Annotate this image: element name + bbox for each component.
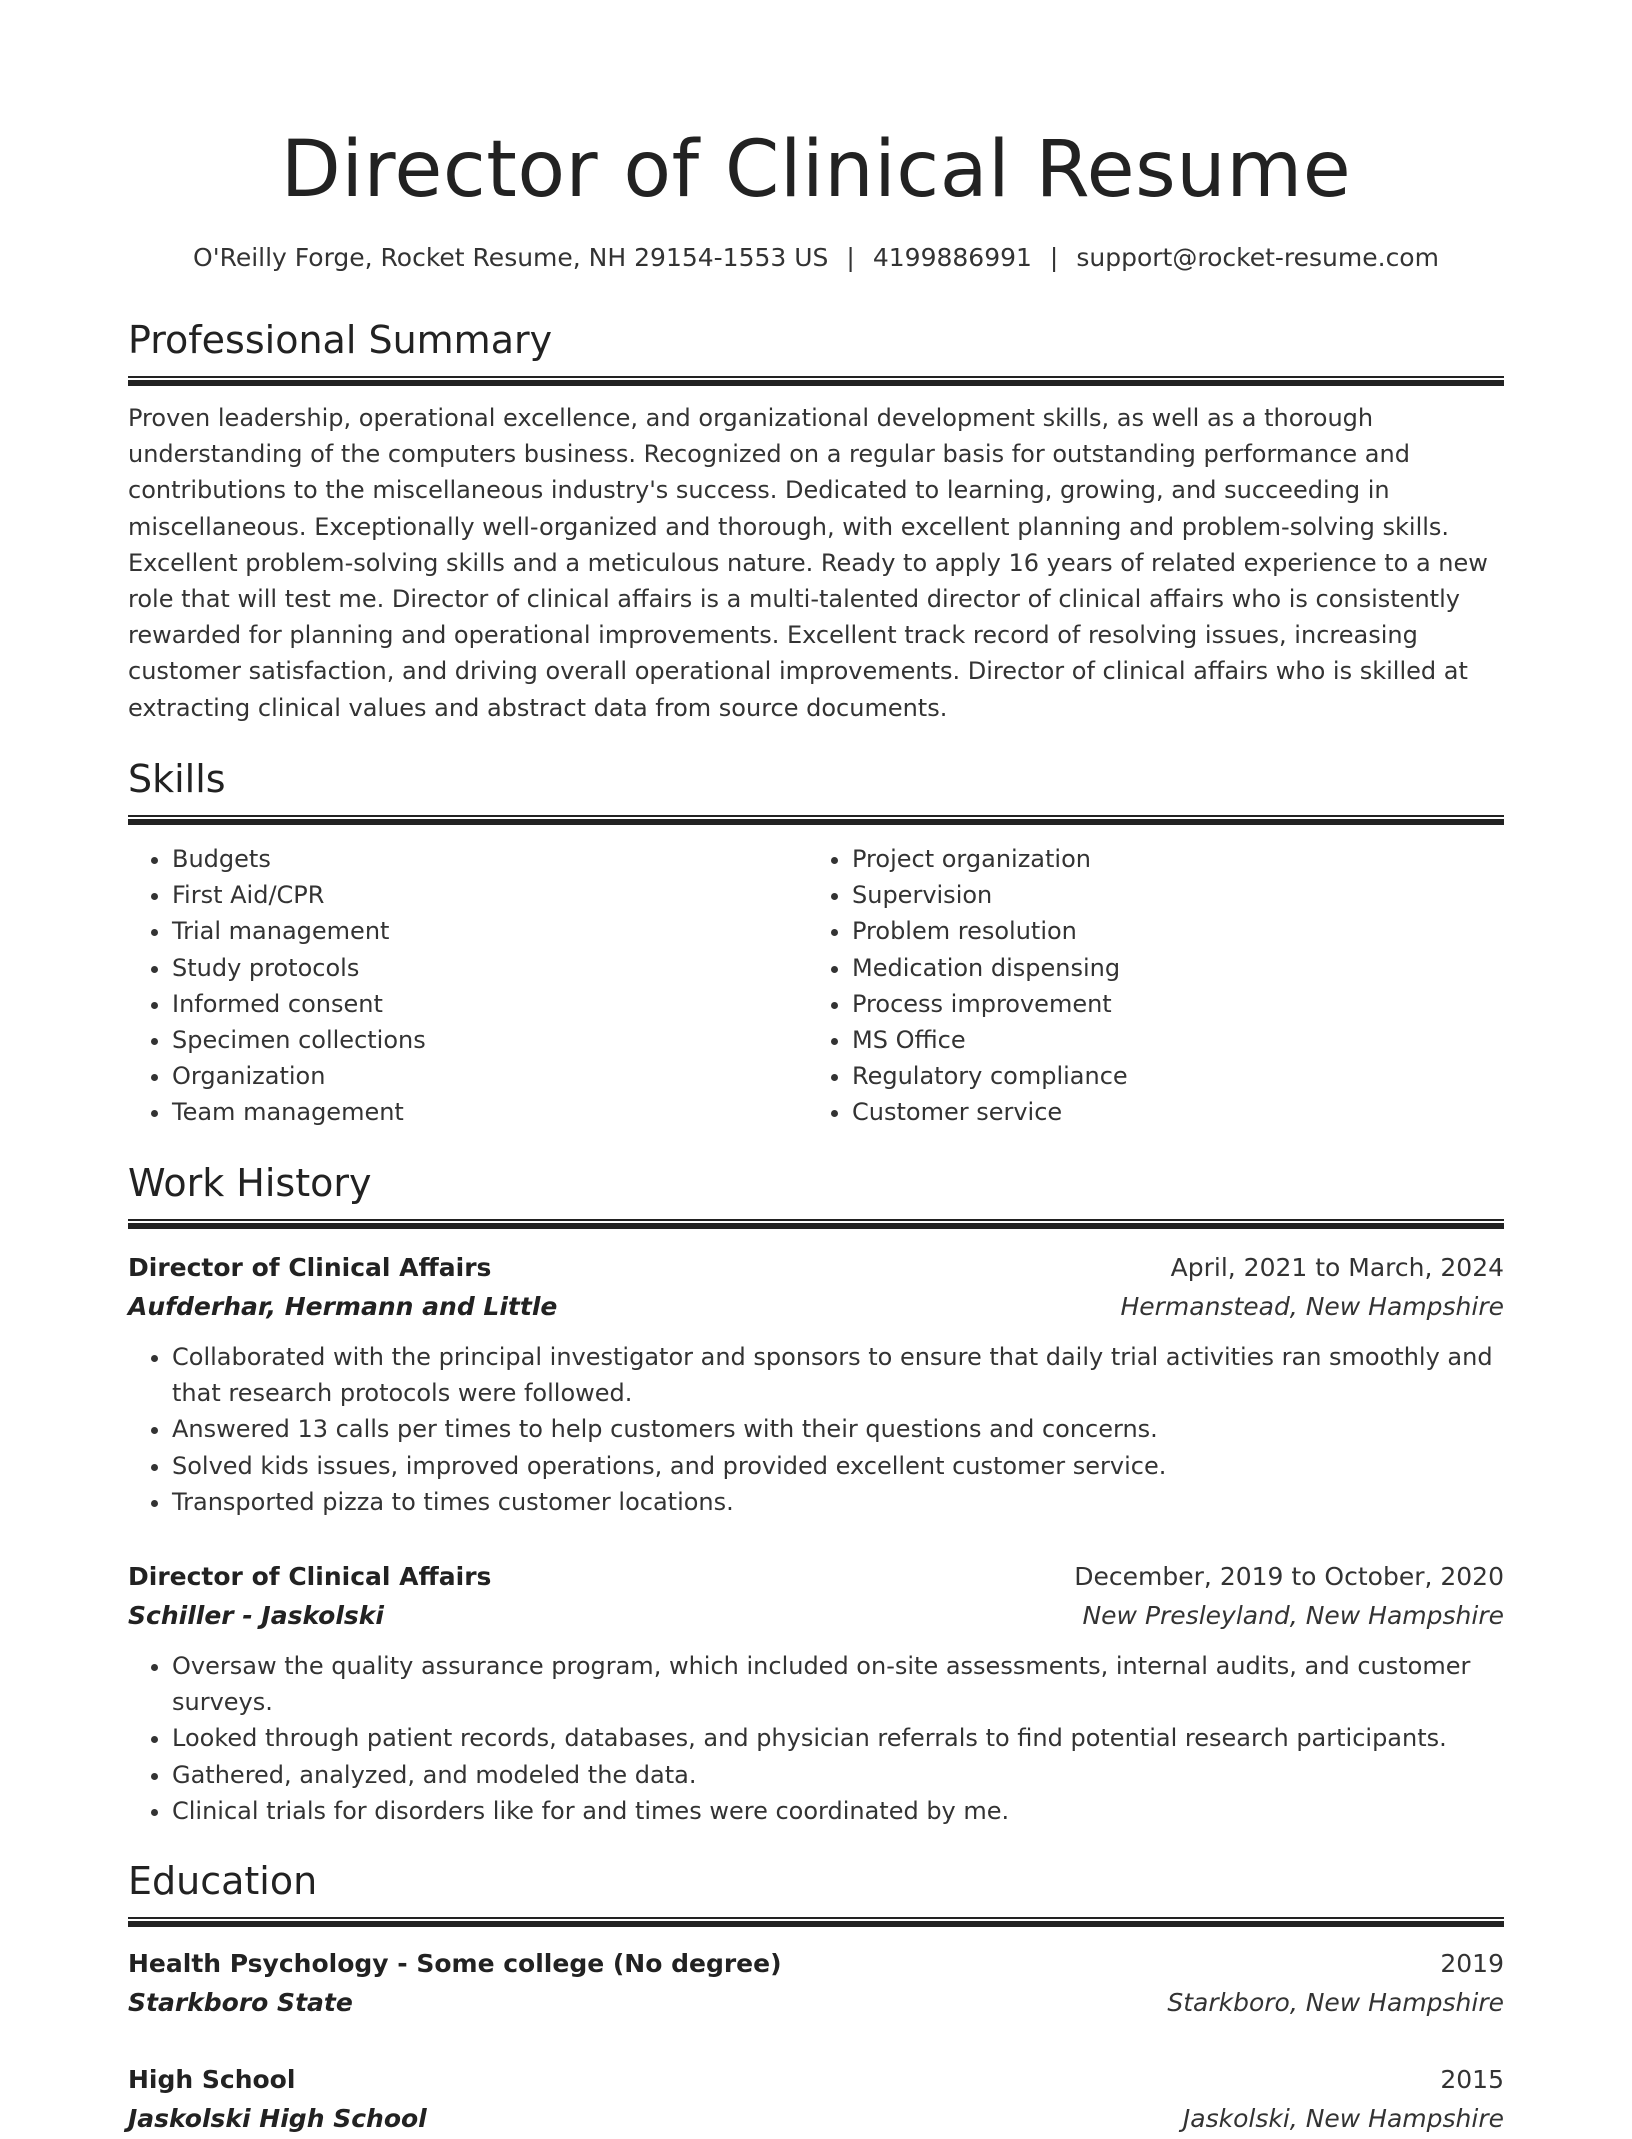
education-degree: High School <box>128 2065 296 2094</box>
skills-list-right <box>808 841 1488 1131</box>
section-divider <box>128 376 1504 386</box>
skill-item: • Team management <box>172 1094 808 1130</box>
education-location: Starkboro, New Hampshire <box>1167 1988 1504 2017</box>
job-location: New Presleyland, New Hampshire <box>1082 1601 1504 1630</box>
skill-item: • MS Office <box>852 1022 1488 1058</box>
skills-heading: Skills <box>128 757 226 801</box>
contact-email: support@rocket-resume.com <box>1076 243 1439 272</box>
resume-title: Director of Clinical Resume <box>280 125 1352 215</box>
skill-item: • Specimen collections <box>172 1022 808 1058</box>
job-bullet: • Looked through patient records, databases, and physician referrals to find potential research participants. <box>172 1720 1504 1756</box>
skill-item: • Process improvement <box>852 986 1488 1022</box>
job-bullet: • Clinical trials for disorders like for and times were coordinated by me. <box>172 1793 1504 1829</box>
job-bullet: • Transported pizza to times customer locations. <box>172 1484 1504 1520</box>
job-dates: April, 2021 to March, 2024 <box>1170 1253 1504 1282</box>
job-bullet: • Answered 13 calls per times to help customers with their questions and concerns. <box>172 1411 1504 1447</box>
summary-heading: Professional Summary <box>128 318 553 362</box>
skill-item: • Problem resolution <box>852 913 1488 949</box>
resume-page <box>128 0 1504 2133</box>
education-section <box>128 1857 1504 2023</box>
skill-item: • Regulatory compliance <box>852 1058 1488 1094</box>
job-company: Schiller - Jaskolski <box>128 1601 385 1630</box>
contact-phone: 4199886991 <box>872 243 1032 272</box>
skill-item: • First Aid/CPR <box>172 877 808 913</box>
skill-item: • Study protocols <box>172 950 808 986</box>
contact-address: O'Reilly Forge, Rocket Resume, NH 29154-1553 US <box>193 243 829 272</box>
education-school: Jaskolski High School <box>128 2104 427 2133</box>
job-entry <box>128 1249 1504 1520</box>
job-entry-2 <box>128 1558 1504 1829</box>
skill-item: • Trial management <box>172 913 808 949</box>
skills-list-left <box>128 841 808 1131</box>
section-divider <box>128 1917 1504 1927</box>
job-location: Hermanstead, New Hampshire <box>1120 1292 1504 1321</box>
job-title: Director of Clinical Affairs <box>128 1253 492 1282</box>
skills-columns <box>128 841 1504 1131</box>
skill-item: • Supervision <box>852 877 1488 913</box>
job-bullet: • Solved kids issues, improved operations, and provided excellent customer service. <box>172 1448 1504 1484</box>
education-degree: Health Psychology - Some college (No degree) <box>128 1949 782 1978</box>
education-entry-2 <box>128 2061 1504 2139</box>
job-bullets <box>128 1648 1504 1829</box>
summary-text: Proven leadership, operational excellence, and organizational development skills, as well as a thorough understanding of the computers business. Recognized on a regular basis for outstanding performance and contributions to the miscellaneous industry's success. Dedicated to learning, growing, and succeeding in miscellaneous. Exceptionally well-organized and thorough, with excellent planning and problem-solving skills. Excellent problem-solving skills and a meticulous nature. Ready to apply 16 years of related experience to a new role that will test me. Director of clinical affairs is a multi-talented director of clinical affairs who is consistently rewarded for planning and operational improvements. Excellent track record of resolving issues, increasing customer satisfaction, and driving overall operational improvements. Director of clinical affairs who is skilled at extracting clinical values and abstract data from source documents. <box>128 404 1488 722</box>
job-company: Aufderhar, Hermann and Little <box>128 1292 558 1321</box>
job-bullet: • Oversaw the quality assurance program, which included on-site assessments, internal audits, and customer surveys. <box>172 1648 1504 1720</box>
work-history-section <box>128 1159 1504 1520</box>
skill-item: • Budgets <box>172 841 808 877</box>
contact-separator: | <box>1049 243 1059 272</box>
job-bullet: • Collaborated with the principal investigator and sponsors to ensure that daily trial activities ran smoothly and that research protocols were followed. <box>172 1339 1504 1411</box>
education-location: Jaskolski, New Hampshire <box>1182 2104 1504 2133</box>
contact-line <box>128 240 1504 276</box>
job-title: Director of Clinical Affairs <box>128 1562 492 1591</box>
summary-section <box>128 316 1504 726</box>
skills-section <box>128 755 1504 1131</box>
education-school: Starkboro State <box>128 1988 353 2017</box>
job-dates: December, 2019 to October, 2020 <box>1074 1562 1504 1591</box>
skill-item: • Medication dispensing <box>852 950 1488 986</box>
skill-item: • Project organization <box>852 841 1488 877</box>
job-bullets <box>128 1339 1504 1520</box>
skill-item: • Organization <box>172 1058 808 1094</box>
education-year: 2019 <box>1440 1949 1504 1978</box>
section-divider <box>128 815 1504 825</box>
education-year: 2015 <box>1440 2065 1504 2094</box>
section-divider <box>128 1219 1504 1229</box>
skill-item: • Informed consent <box>172 986 808 1022</box>
contact-separator: | <box>846 243 855 272</box>
education-heading: Education <box>128 1859 318 1903</box>
work-history-heading: Work History <box>128 1161 372 1205</box>
skill-item: • Customer service <box>852 1094 1488 1130</box>
job-bullet: • Gathered, analyzed, and modeled the data. <box>172 1757 1504 1793</box>
education-entry <box>128 1945 1504 2023</box>
